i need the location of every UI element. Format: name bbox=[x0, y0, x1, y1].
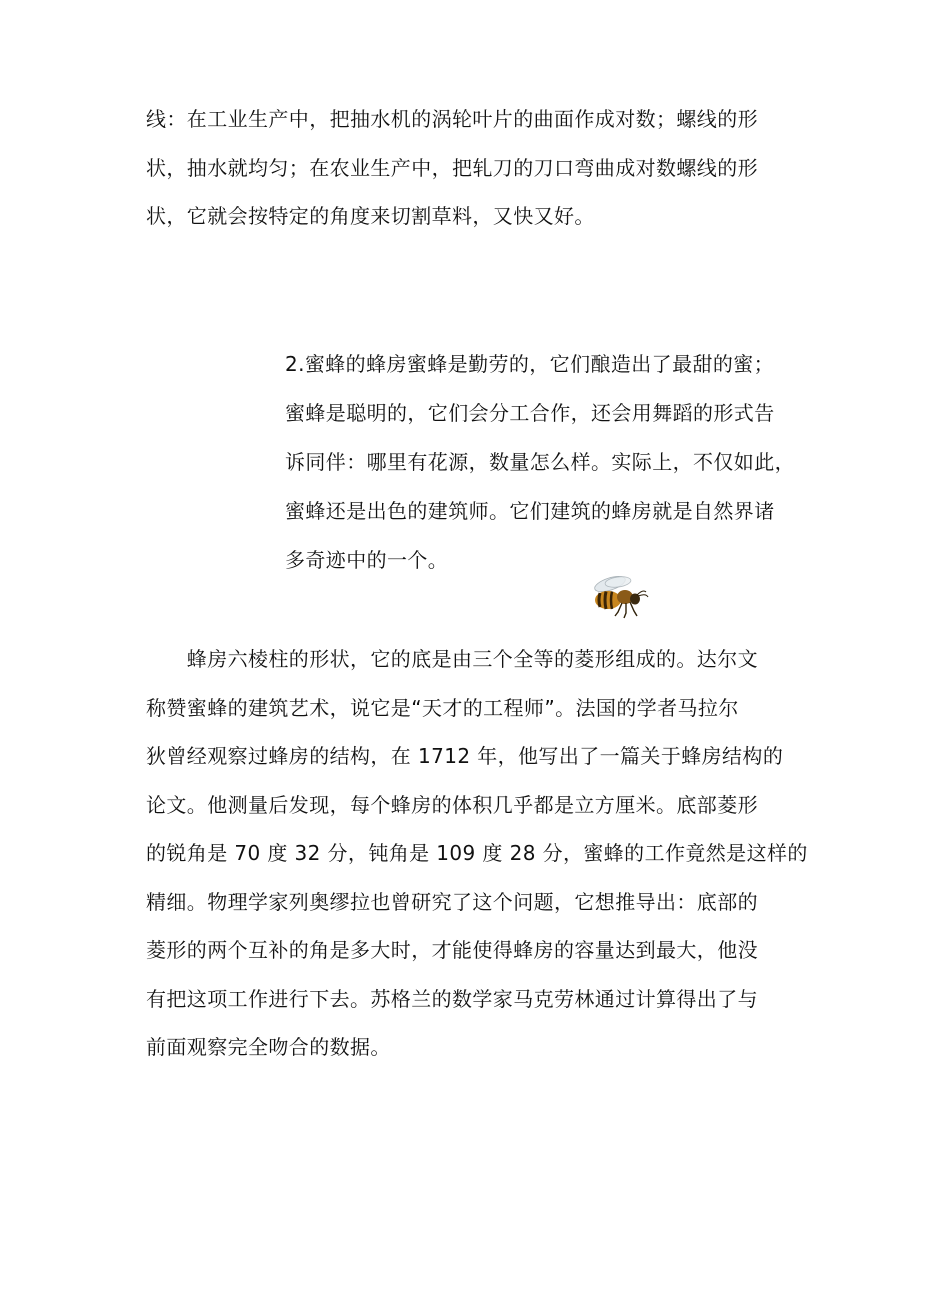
text-line: 的锐角是 70 度 32 分，钝角是 109 度 28 分，蜜蜂的工作竟然是这样的 bbox=[146, 841, 808, 865]
text-line: 线：在工业生产中，把抽水机的涡轮叶片的曲面作成对数；螺线的形 bbox=[146, 107, 758, 131]
text-line: 2.蜜蜂的蜂房蜜蜂是勤劳的，它们酿造出了最甜的蜜； bbox=[285, 352, 775, 376]
text-line: 状，它就会按特定的角度来切割草料，又快又好。 bbox=[146, 204, 595, 228]
text-line: 狄曾经观察过蜂房的结构，在 1712 年，他写出了一篇关于蜂房结构的 bbox=[146, 744, 784, 768]
text-line: 前面观察完全吻合的数据。 bbox=[146, 1035, 391, 1059]
text-line: 诉同伴：哪里有花源，数量怎么样。实际上，不仅如此， bbox=[285, 450, 795, 474]
bee-icon bbox=[588, 572, 654, 620]
text-line: 蜜蜂还是出色的建筑师。它们建筑的蜂房就是自然界诸 bbox=[285, 499, 775, 523]
text-line: 多奇迹中的一个。 bbox=[285, 548, 449, 572]
text-line: 称赞蜜蜂的建筑艺术，说它是“天才的工程师”。法国的学者马拉尔 bbox=[146, 695, 739, 720]
text-line: 论文。他测量后发现，每个蜂房的体积几乎都是立方厘米。底部菱形 bbox=[146, 792, 758, 817]
text-line: 蜜蜂是聪明的，它们会分工合作，还会用舞蹈的形式告 bbox=[285, 401, 775, 425]
text-line: 有把这项工作进行下去。苏格兰的数学家马克劳林通过计算得出了与 bbox=[146, 986, 758, 1011]
paragraph-bee-hive-intro bbox=[285, 340, 795, 585]
text-line: 精细。物理学家列奥缪拉也曾研究了这个问题，它想推导出：底部的 bbox=[146, 889, 758, 914]
text-line: 菱形的两个互补的角是多大时，才能使得蜂房的容量达到最大，他没 bbox=[146, 938, 758, 962]
text-line: 蜂房六棱柱的形状，它的底是由三个全等的菱形组成的。达尔文 bbox=[146, 647, 758, 671]
paragraph-hexagonal-cell bbox=[146, 635, 808, 1072]
text-line: 状，抽水就均匀；在农业生产中，把轧刀的刀口弯曲成对数螺线的形 bbox=[146, 155, 758, 180]
paragraph-spiral-applications bbox=[146, 95, 758, 241]
